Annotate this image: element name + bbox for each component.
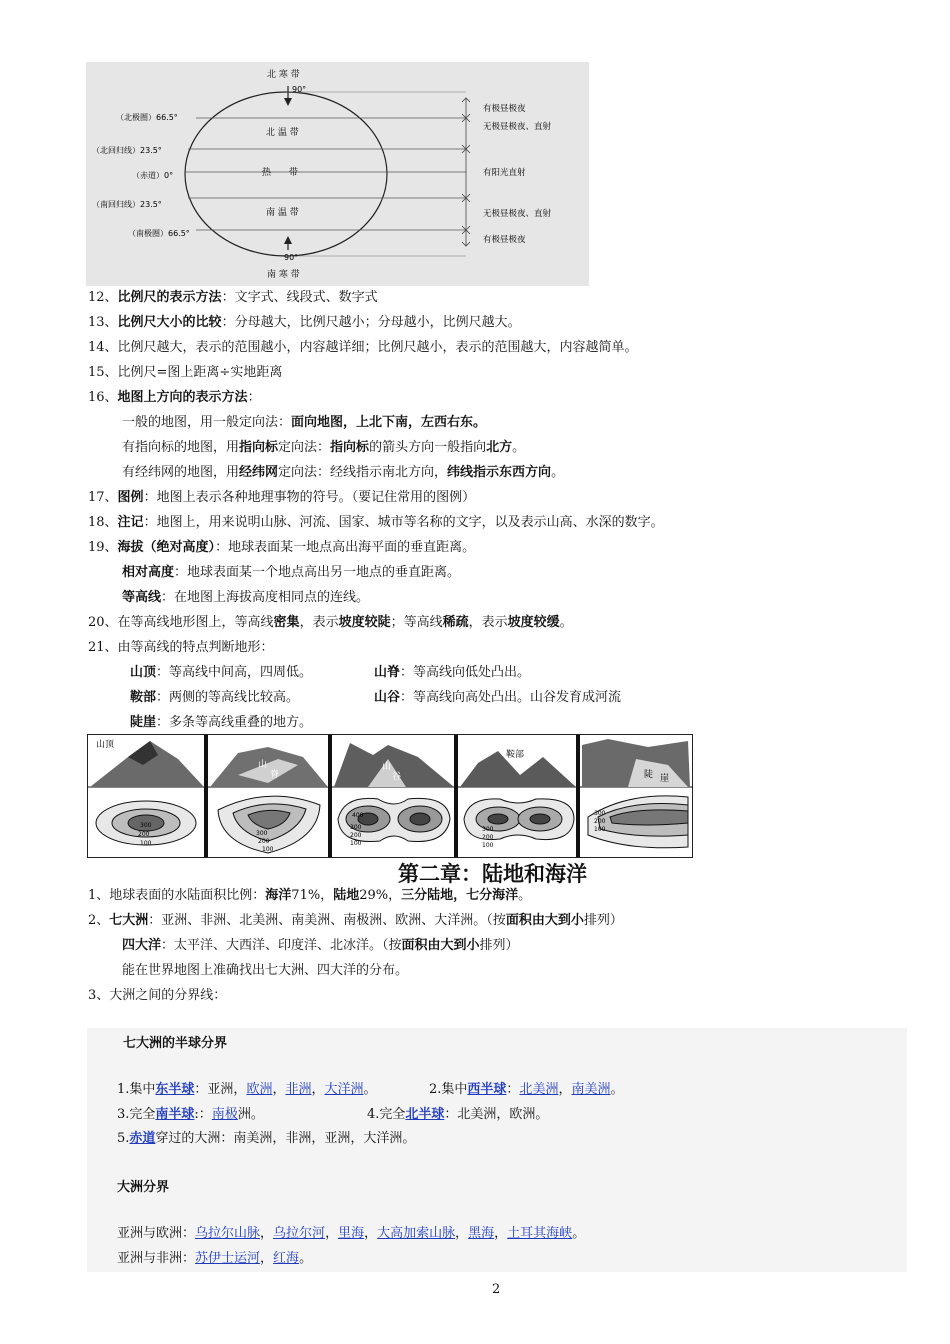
svg-text:南 温 带: 南 温 带 — [266, 208, 299, 218]
svg-text:（南极圈）66.5°: （南极圈）66.5° — [128, 229, 190, 238]
svg-text:100: 100 — [594, 826, 606, 833]
svg-text:崖: 崖 — [660, 774, 670, 784]
page-number: 2 — [492, 1282, 501, 1297]
ch2-item-3: 3、大洲之间的分界线： — [88, 988, 227, 1003]
box-heading-boundary: 大洲分界 — [117, 1180, 170, 1195]
svg-text:无极昼极夜、直射: 无极昼极夜、直射 — [483, 209, 552, 219]
svg-text:山顶: 山顶 — [96, 740, 115, 750]
ch2-item-2: 2、七大洲：亚洲、非洲、北美洲、南美洲、南极洲、欧洲、大洋洲。（按面积由大到小排列） — [88, 913, 623, 928]
svg-text:北 温 带: 北 温 带 — [266, 128, 299, 138]
box-line-3: 3.完全南半球:：南极洲。 — [117, 1107, 264, 1122]
item-19-contour: 等高线：在地图上海拔高度相同点的连线。 — [122, 590, 370, 605]
item-15: 15、比例尺=图上距离÷实地距离 — [88, 365, 283, 380]
item-13: 13、比例尺大小的比较：分母越大，比例尺越小；分母越小，比例尺越大。 — [88, 315, 521, 330]
zone-svg — [86, 62, 589, 286]
svg-text:200: 200 — [482, 834, 494, 841]
terrain-summit: 山顶：等高线中间高，四周低。 — [130, 665, 313, 680]
svg-text:（赤道）0°: （赤道）0° — [132, 171, 174, 180]
svg-text:有极昼极夜: 有极昼极夜 — [483, 235, 526, 245]
svg-text:有阳光直射: 有阳光直射 — [483, 168, 526, 178]
svg-text:200: 200 — [594, 818, 606, 825]
item-17: 17、图例：地图上表示各种地理事物的符号。（要记住常用的图例） — [88, 490, 476, 505]
svg-text:300: 300 — [350, 824, 362, 831]
item-20: 20、在等高线地形图上，等高线密集，表示坡度较陡；等高线稀疏，表示坡度较缓。 — [88, 615, 573, 630]
ch2-oceans: 四大洋：太平洋、大西洋、印度洋、北冰洋。（按面积由大到小排列） — [122, 938, 519, 953]
svg-text:90°: 90° — [292, 85, 307, 94]
svg-text:（北极圈）66.5°: （北极圈）66.5° — [116, 113, 178, 122]
svg-text:400: 400 — [352, 812, 364, 819]
terrain-illustration — [87, 734, 693, 858]
box-asia-africa: 亚洲与非洲：苏伊士运河，红海。 — [117, 1251, 313, 1266]
svg-text:（北回归线）23.5°: （北回归线）23.5° — [92, 146, 162, 155]
svg-text:脊: 脊 — [270, 770, 280, 780]
svg-text:南 寒 带: 南 寒 带 — [267, 270, 300, 280]
svg-text:陡: 陡 — [644, 770, 654, 780]
svg-text:100: 100 — [140, 840, 152, 847]
box-heading-hemisphere: 七大洲的半球分界 — [123, 1036, 228, 1051]
item-19-relative: 相对高度：地球表面某一个地点高出另一地点的垂直距离。 — [122, 565, 461, 580]
terrain-ridge: 山脊：等高线向低处凸出。 — [374, 665, 531, 680]
svg-text:100: 100 — [262, 846, 274, 853]
svg-text:无极昼极夜、直射: 无极昼极夜、直射 — [483, 122, 552, 132]
terrain-saddle: 鞍部：两侧的等高线比较高。 — [130, 690, 300, 705]
item-12: 12、比例尺的表示方法：文字式、线段式、数字式 — [88, 290, 378, 305]
svg-text:（南回归线）23.5°: （南回归线）23.5° — [92, 200, 162, 209]
box-asia-europe: 亚洲与欧洲：乌拉尔山脉，乌拉尔河，里海，大高加索山脉，黑海，土耳其海峡。 — [117, 1226, 586, 1241]
item-18: 18、注记：地图上，用来说明山脉、河流、国家、城市等名称的文字，以及表示山高、水深的数字。 — [88, 515, 664, 530]
terrain-valley: 山谷：等高线向高处凸出。山谷发育成河流 — [374, 690, 622, 705]
svg-text:300: 300 — [140, 822, 152, 829]
svg-text:200: 200 — [138, 831, 150, 838]
ch2-locate: 能在世界地图上准确找出七大洲、四大洋的分布。 — [122, 963, 409, 978]
svg-text:300: 300 — [482, 826, 494, 833]
svg-text:有极昼极夜: 有极昼极夜 — [483, 104, 526, 114]
svg-text:200: 200 — [258, 838, 270, 845]
svg-text:鞍部: 鞍部 — [506, 750, 525, 760]
north-arrow-icon — [284, 98, 292, 106]
item-14: 14、比例尺越大，表示的范围越小，内容越详细；比例尺越小，表示的范围越大，内容越简单。 — [88, 340, 638, 355]
svg-text:山: 山 — [382, 762, 392, 772]
terrain-svg — [88, 735, 692, 857]
svg-text:谷: 谷 — [392, 772, 402, 782]
ch2-item-1: 1、地球表面的水陆面积比例：海洋71%，陆地29%，三分陆地，七分海洋。 — [88, 888, 532, 903]
item-16: 16、地图上方向的表示方法： — [88, 390, 261, 405]
item-16-pointer: 有指向标的地图，用指向标定向法：指向标的箭头方向一般指向北方。 — [122, 440, 526, 455]
box-line-4: 4.完全北半球：北美洲，欧洲。 — [367, 1107, 549, 1122]
svg-text:100: 100 — [482, 842, 494, 849]
svg-text:300: 300 — [256, 830, 268, 837]
svg-text:200: 200 — [350, 832, 362, 839]
item-21: 21、由等高线的特点判断地形： — [88, 640, 274, 655]
climate-zone-diagram — [86, 62, 589, 286]
svg-text:300: 300 — [594, 810, 606, 817]
terrain-cliff: 陡崖：多条等高线重叠的地方。 — [130, 715, 313, 730]
svg-text:山: 山 — [258, 760, 268, 770]
item-16-general: 一般的地图，用一般定向法：面向地图，上北下南，左西右东。 — [122, 415, 487, 430]
box-line-2: 2.集中西半球：北美洲，南美洲。 — [429, 1082, 624, 1097]
box-line-5: 5.赤道穿过的大洲：南美洲，非洲，亚洲，大洋洲。 — [117, 1131, 416, 1146]
south-arrow-icon — [284, 236, 292, 244]
svg-text:100: 100 — [350, 840, 362, 847]
item-19: 19、海拔（绝对高度）：地球表面某一地点高出海平面的垂直距离。 — [88, 540, 476, 555]
box-line-1: 1.集中东半球：亚洲，欧洲，非洲，大洋洲。 — [117, 1082, 377, 1097]
chapter-title: 第二章：陆地和海洋 — [398, 862, 587, 886]
svg-text:热 带: 热 带 — [262, 168, 299, 178]
north-frigid-label: 北 寒 带 — [267, 70, 300, 80]
item-16-grid: 有经纬网的地图，用经纬网定向法：经线指示南北方向，纬线指示东西方向。 — [122, 465, 565, 480]
continent-boundary-box — [87, 1028, 907, 1272]
svg-text:90°: 90° — [284, 253, 299, 262]
